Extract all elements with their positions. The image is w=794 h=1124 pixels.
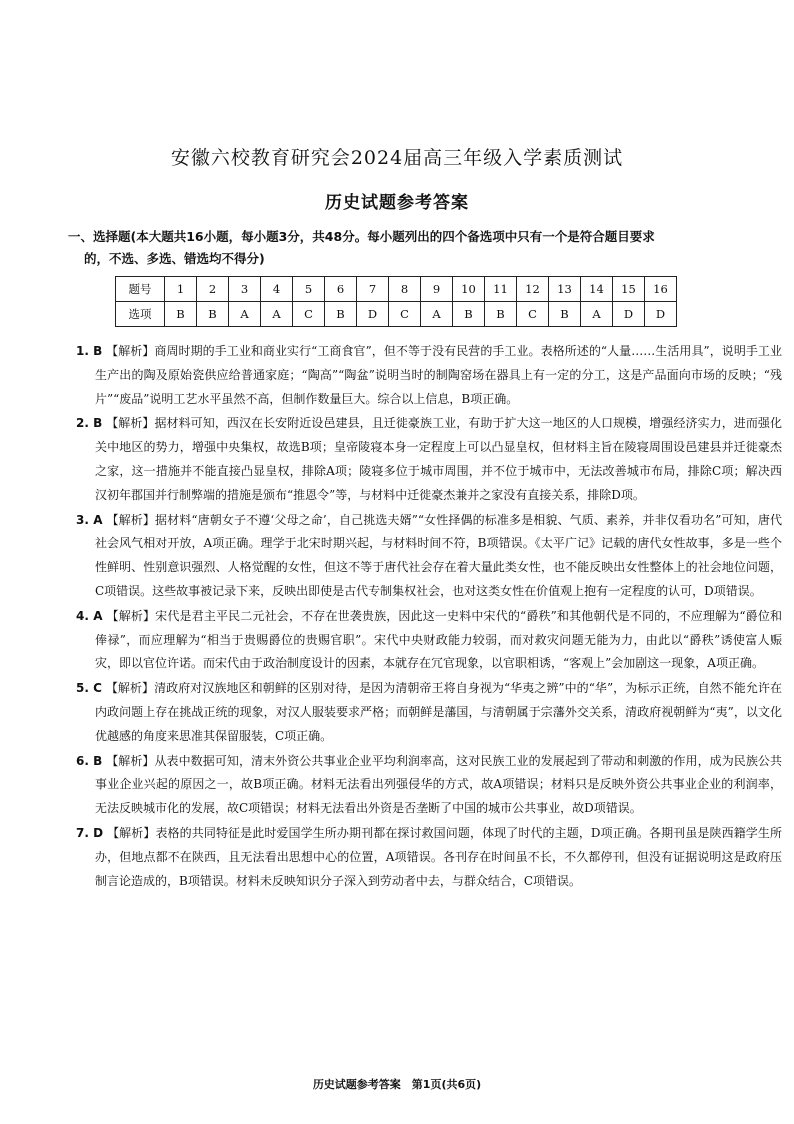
question-number-cell: 5 [293, 277, 325, 302]
answer-cell: A [261, 302, 293, 327]
answer-cell: B [453, 302, 485, 327]
explanation-item [76, 340, 782, 411]
explanation-list [76, 340, 782, 894]
answer-cell: D [357, 302, 389, 327]
question-row-label: 题号 [116, 277, 165, 302]
instruction-line-1: 一、选择题(本大题共16小题，每小题3分，共48分。每小题列出的四个备选项中只有一个是符合题目要求 [68, 229, 655, 244]
explanation-number: 1. B [76, 344, 103, 358]
question-number-cell: 11 [485, 277, 517, 302]
question-number-row [116, 277, 677, 302]
answer-cell: D [613, 302, 645, 327]
page-footer: 历史试题参考答案 第1页(共6页) [312, 1078, 482, 1091]
question-number-cell: 8 [389, 277, 421, 302]
explanation-item [76, 750, 782, 821]
answer-table [115, 276, 677, 327]
question-number-cell: 4 [261, 277, 293, 302]
question-number-cell: 6 [325, 277, 357, 302]
question-number-cell: 10 [453, 277, 485, 302]
question-number-cell: 9 [421, 277, 453, 302]
question-number-cell: 13 [549, 277, 581, 302]
answer-cell: C [517, 302, 549, 327]
answer-cell: D [645, 302, 677, 327]
answer-cell: B [549, 302, 581, 327]
exam-title: 安徽六校教育研究会2024届高三年级入学素质测试 [170, 147, 624, 169]
explanation-text: 【解析】表格的共同特征是此时爱国学生所办期刊都在探讨救国问题，体现了时代的主题，D项正确。各期刊虽是陕西籍学生所办，但地点都不在陕西，且无法看出思想中心的位置，A项错误。各刊存在时间虽不长，不久都停刊，但没有证据说明这是政府压制言论造成的，B项错误。材料未反映知识分子深入到劳动者中去，与群众结合，C项错误。 [95, 825, 782, 888]
instruction-line-2: 的，不选、多选、错选均不得分) [84, 251, 265, 266]
explanation-text: 【解析】据材料可知，西汉在长安附近设邑建县，且迁徙豪族工业，有助于扩大这一地区的人口规模，增强经济实力，进而强化关中地区的势力，增强中央集权，故选B项；皇帝陵寝本身一定程度上可以凸显皇权，但材料主旨在陵寝周围设邑建县并迁徙豪杰之家，这一措施并不能直接凸显皇权，排除A项；陵寝多位于城市周围，并不位于城市中，无法改善城市布局，排除C项；解决西汉初年郡国并行制弊端的措施是颁布“推恩令”等，与材料中迁徙豪杰兼并之家没有直接关系，排除D项。 [95, 416, 782, 502]
question-number-cell: 1 [165, 277, 197, 302]
explanation-number: 4. A [76, 608, 103, 623]
explanation-text: 【解析】据材料“唐朝女子不遵‘父母之命’，自己挑选夫婿”“女性择偶的标准多是相貌、气质、素养，并非仅看功名”可知，唐代社会风气相对开放，A项正确。理学于北宋时期兴起，与材料时间不符，B项错误。《太平广记》记载的唐代女性故事，多是一些个性鲜明、性别意识强烈、人格觉醒的女性，但这不等于唐代社会存在着大量此类女性，也不能反映出女性整体上的社会地位问题，C项错误。这些故事被记录下来，反映出即使是古代专制集权社会，也对这类女性在价值观上抱有一定程度的认可，D项错误。 [95, 512, 782, 598]
question-number-cell: 2 [197, 277, 229, 302]
question-number-cell: 12 [517, 277, 549, 302]
answer-cell: B [485, 302, 517, 327]
explanation-item [76, 605, 782, 676]
explanation-item [76, 412, 782, 507]
answer-cell: B [325, 302, 357, 327]
document-subtitle: 历史试题参考答案 [325, 193, 469, 213]
explanation-number: 3. A [76, 512, 103, 527]
answer-cell: B [197, 302, 229, 327]
option-row-label: 选项 [116, 302, 165, 327]
answer-option-row [116, 302, 677, 327]
explanation-item [76, 677, 782, 748]
answer-cell: A [581, 302, 613, 327]
answer-cell: C [389, 302, 421, 327]
explanation-text: 【解析】宋代是君主平民二元社会，不存在世袭贵族，因此这一史料中宋代的“爵秩”和其他朝代是不同的，不应理解为“爵位和俸禄”，而应理解为“相当于贵赐爵位的贵赐官职”。宋代中央财政能力较弱，而对救灾问题无能为力，由此以“爵秩”诱使富人赈灾，即以官位许诺。而宋代由于政治制度设计的因素，本就存在冗官现象，以官职相诱，“客观上”会加剧这一现象，A项正确。 [95, 608, 782, 671]
explanation-number: 6. B [76, 753, 103, 768]
explanation-number: 5. C [76, 681, 102, 696]
answer-cell: C [293, 302, 325, 327]
question-number-cell: 14 [581, 277, 613, 302]
explanation-text: 【解析】从表中数据可知，清末外资公共事业企业平均利润率高，这对民族工业的发展起到了带动和刺激的作用，成为民族公共事业企业兴起的原因之一，故B项正确。材料无法看出列强侵华的方式，故A项错误；材料只是反映外资公共事业企业的利润率，无法反映城市化的发展，故C项错误；材料无法看出外资是否垄断了中国的城市公共事业，故D项错误。 [95, 753, 782, 816]
explanation-text: 【解析】清政府对汉族地区和朝鲜的区别对待，是因为清朝帝王将自身视为“华夷之辨”中的“华”，为标示正统，自然不能允许在内政问题上存在挑战正统的现象，对汉人服装要求严格；而朝鲜是藩国，与清朝属于宗藩外交关系，清政府视朝鲜为“夷”，以文化优越感的角度来思准其保留服装，C项正确。 [95, 681, 782, 743]
answer-cell: B [165, 302, 197, 327]
question-number-cell: 3 [229, 277, 261, 302]
question-number-cell: 16 [645, 277, 677, 302]
question-number-cell: 15 [613, 277, 645, 302]
explanation-item [76, 822, 782, 893]
explanation-text: 【解析】商周时期的手工业和商业实行“工商食官”，但不等于没有民营的手工业。表格所述的“人量……生活用具”，说明手工业生产出的陶及原始瓷供应给普通家庭；“陶高”“陶盆”说明当时的制陶窑场在器具上有一定的分工，这是产品面向市场的反映；“残片”“废品”说明工艺水平虽然不高，但制作数量巨大。综合以上信息，B项正确。 [95, 344, 782, 406]
question-number-cell: 7 [357, 277, 389, 302]
answer-cell: A [421, 302, 453, 327]
explanation-number: 7. D [76, 825, 104, 840]
explanation-item [76, 509, 782, 604]
section-instruction [68, 226, 780, 270]
answer-cell: A [229, 302, 261, 327]
explanation-number: 2. B [76, 416, 103, 431]
